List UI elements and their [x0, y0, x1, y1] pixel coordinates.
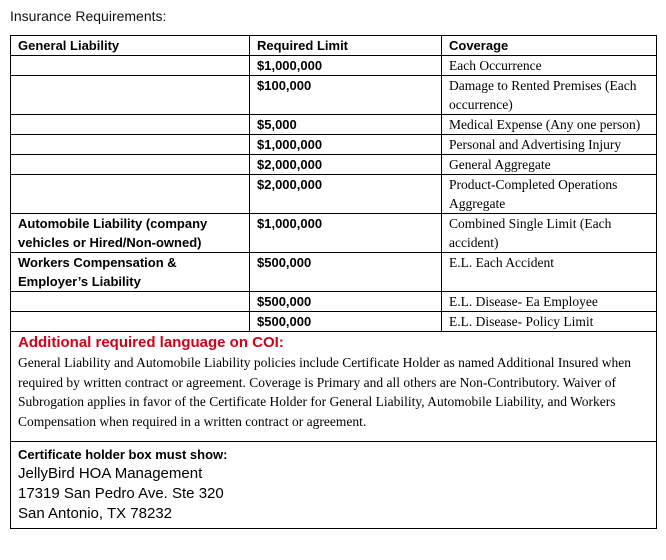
certificate-holder-cell: [11, 442, 657, 529]
cell-type: [11, 312, 250, 332]
table-row: [11, 135, 657, 155]
cell-limit: $500,000: [250, 253, 442, 292]
cell-coverage: Each Occurrence: [442, 56, 657, 76]
table-header-row: [11, 36, 657, 56]
column-header-limit: Required Limit: [250, 36, 442, 56]
cell-type: Workers Compensation & Employer’s Liability: [11, 253, 250, 292]
certificate-holder-name: JellyBird HOA Management: [18, 465, 203, 482]
column-header-type: General Liability: [11, 36, 250, 56]
table-row: [11, 253, 657, 292]
table-row: [11, 214, 657, 253]
certificate-holder-street: 17319 San Pedro Ave. Ste 320: [18, 485, 224, 502]
cell-type: [11, 292, 250, 312]
certificate-holder-city: San Antonio, TX 78232: [18, 505, 173, 522]
table-row: [11, 292, 657, 312]
cell-limit: $5,000: [250, 115, 442, 135]
additional-language-body: General Liability and Automobile Liability policies include Certificate Holder as named Additional Insured when required by written contract or agreement. Coverage is Primary and all others are Non-Contributory. Waiver of Subrogation applies in favor of the Certificate Holder for General Liability, Automobile Liability, and Workers Compensation when required in a written contract or agreement.: [18, 355, 631, 429]
column-header-coverage: Coverage: [442, 36, 657, 56]
cell-limit: $1,000,000: [250, 214, 442, 253]
cell-limit: $2,000,000: [250, 175, 442, 214]
certificate-holder-row: [11, 442, 657, 529]
cell-limit: $500,000: [250, 312, 442, 332]
cell-coverage: E.L. Disease- Policy Limit: [442, 312, 657, 332]
table-row: [11, 115, 657, 135]
additional-language-title: Additional required language on COI:: [18, 334, 284, 351]
cell-limit: $1,000,000: [250, 56, 442, 76]
table-row: [11, 312, 657, 332]
cell-coverage: Combined Single Limit (Each accident): [442, 214, 657, 253]
additional-language-row: [11, 332, 657, 442]
cell-coverage: General Aggregate: [442, 155, 657, 175]
table-row: [11, 175, 657, 214]
cell-type: [11, 76, 250, 115]
cell-limit: $100,000: [250, 76, 442, 115]
table-row: [11, 56, 657, 76]
cell-limit: $2,000,000: [250, 155, 442, 175]
cell-coverage: Product-Completed Operations Aggregate: [442, 175, 657, 214]
cell-coverage: E.L. Disease- Ea Employee: [442, 292, 657, 312]
cell-limit: $500,000: [250, 292, 442, 312]
cell-type: Automobile Liability (company vehicles or Hired/Non-owned): [11, 214, 250, 253]
cell-coverage: Medical Expense (Any one person): [442, 115, 657, 135]
cell-type: [11, 115, 250, 135]
cell-coverage: Personal and Advertising Injury: [442, 135, 657, 155]
table-row: [11, 76, 657, 115]
cell-coverage: Damage to Rented Premises (Each occurrence): [442, 76, 657, 115]
certificate-holder-title: Certificate holder box must show:: [18, 447, 228, 462]
cell-type: [11, 155, 250, 175]
cell-coverage: E.L. Each Accident: [442, 253, 657, 292]
table-row: [11, 155, 657, 175]
cell-type: [11, 175, 250, 214]
section-heading: Insurance Requirements:: [10, 8, 167, 24]
insurance-requirements-table: [10, 35, 657, 529]
additional-language-cell: [11, 332, 657, 442]
cell-type: [11, 135, 250, 155]
cell-limit: $1,000,000: [250, 135, 442, 155]
cell-type: [11, 56, 250, 76]
